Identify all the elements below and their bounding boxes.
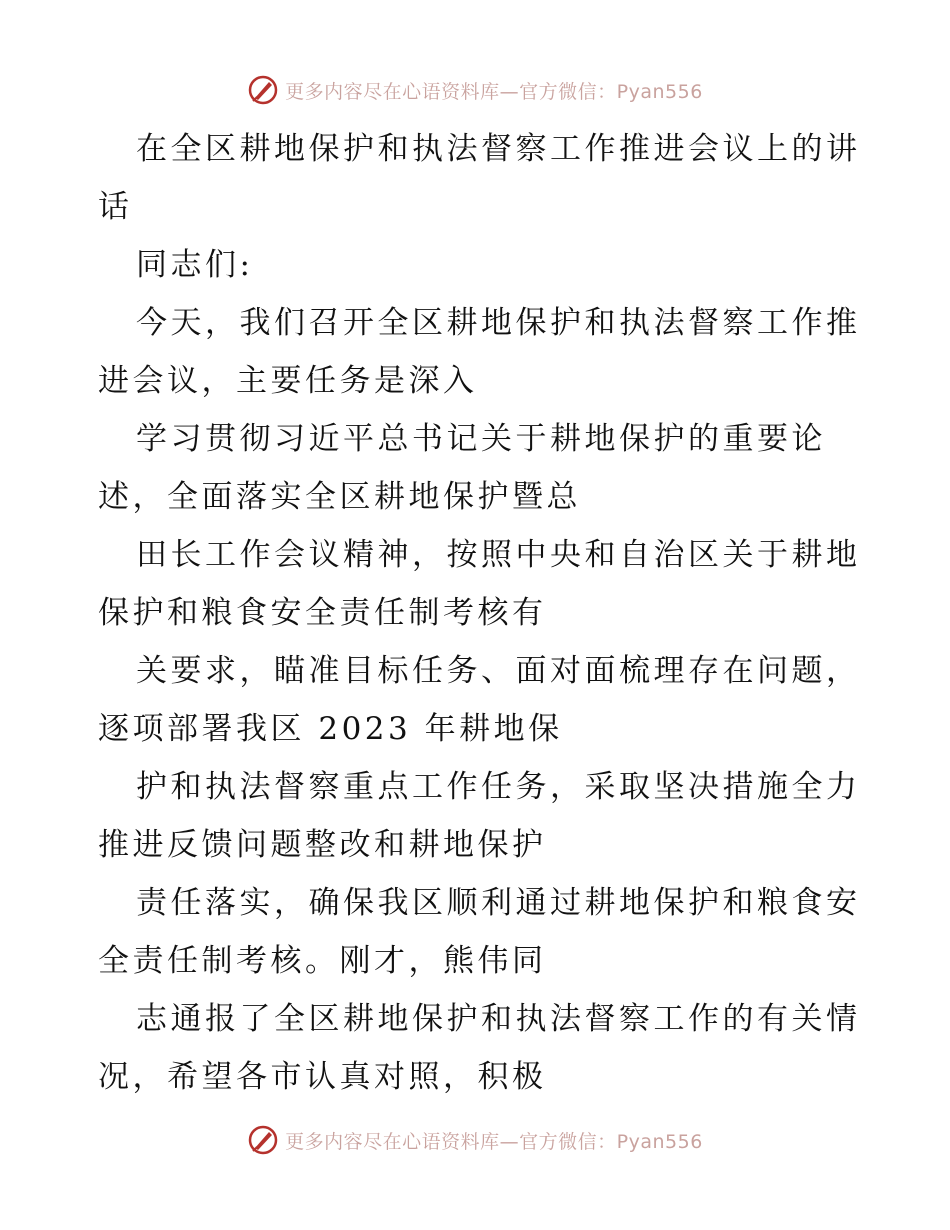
text-line: 推进反馈问题整改和耕地保护 [98, 827, 547, 863]
text-line: 今天，我们召开全区耕地保护和执法督察工作推 [136, 305, 861, 341]
text-line: 进会议，主要任务是深入 [98, 363, 478, 399]
text-line: 责任落实，确保我区顺利通过耕地保护和粮食安 [136, 885, 861, 921]
text-line: 关要求，瞄准目标任务、面对面梳理存在问题， [136, 653, 861, 689]
watermark-text: 更多内容尽在心语资料库—官方微信：Pyan556 [285, 1130, 703, 1153]
text-line: 全责任制考核。刚才，熊伟同 [98, 943, 547, 979]
text-line: 在全区耕地保护和执法督察工作推进会议上的讲 [136, 131, 861, 167]
text-line: 田长工作会议精神，按照中央和自治区关于耕地 [136, 537, 861, 573]
text-line: 述，全面落实全区耕地保护暨总 [98, 479, 581, 515]
header-watermark [0, 70, 950, 110]
text-line: 保护和粮食安全责任制考核有 [98, 595, 547, 631]
text-line: 逐项部署我区 2023 年耕地保 [98, 711, 563, 747]
text-line: 话 [98, 189, 133, 225]
watermark-text: 更多内容尽在心语资料库—官方微信：Pyan556 [285, 80, 703, 103]
text-line: 护和执法督察重点工作任务，采取坚决措施全力 [136, 769, 861, 805]
text-line: 学习贯彻习近平总书记关于耕地保护的重要论 [136, 421, 826, 457]
document-body [98, 120, 861, 1106]
quill-logo-icon [247, 1124, 279, 1156]
quill-logo-icon [247, 74, 279, 106]
footer-watermark [0, 1120, 950, 1160]
text-line: 同志们: [136, 247, 254, 283]
text-line: 志通报了全区耕地保护和执法督察工作的有关情 [136, 1001, 861, 1037]
text-line: 况，希望各市认真对照，积极 [98, 1059, 547, 1095]
